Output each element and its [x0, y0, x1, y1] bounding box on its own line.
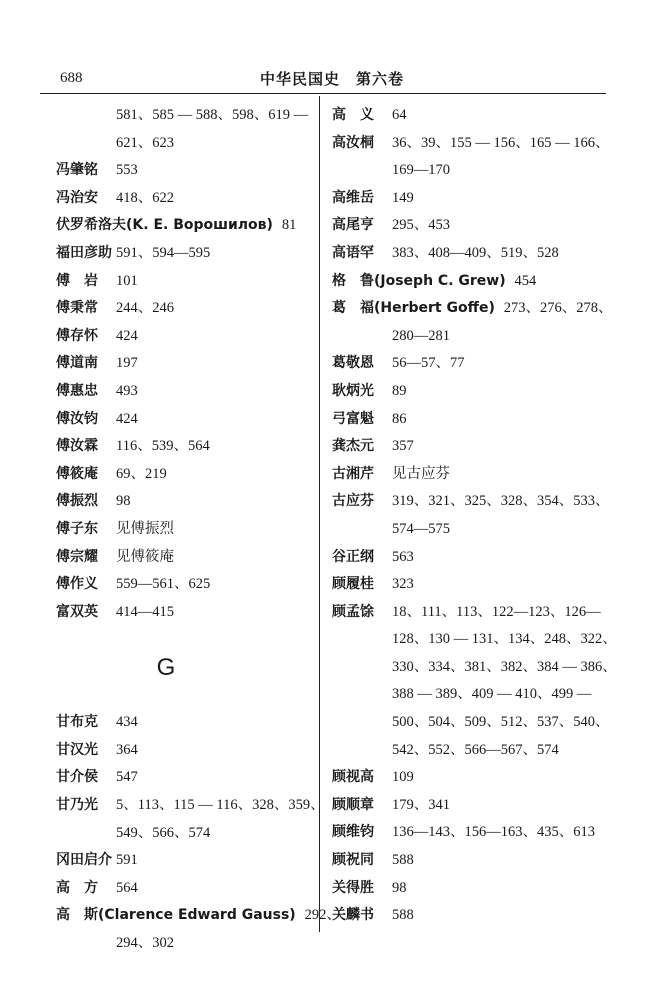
entry-pages: 295、453: [392, 217, 450, 234]
entry-name: 高汝桐: [332, 134, 374, 151]
index-entry-continuation: [332, 709, 610, 737]
entry-name: 关麟书: [332, 907, 374, 924]
entry-name: 古湘芹: [332, 465, 374, 482]
index-entry: [56, 378, 316, 406]
index-entry: [56, 323, 316, 351]
entry-pages: 109: [392, 769, 414, 786]
entry-pages: 588: [392, 907, 414, 924]
entry-name: 顾履桂: [332, 576, 374, 593]
entry-pages: 591、594—595: [116, 244, 211, 261]
entry-name: 冈田启介: [56, 852, 112, 869]
page-header: [40, 58, 605, 88]
entry-pages: 424: [116, 410, 138, 427]
index-entry: [56, 737, 316, 765]
entry-name: 傅道南: [56, 355, 98, 372]
entry-name: 傅作义: [56, 576, 98, 593]
entry-pages: 418、622: [116, 189, 174, 206]
index-entry: [332, 295, 613, 323]
entry-pages: 563: [392, 548, 414, 565]
index-entry: [56, 212, 316, 240]
index-entry: [56, 571, 316, 599]
entry-name: 顾顺章: [332, 796, 374, 813]
index-entry: [332, 212, 604, 240]
index-entry-continuation: [332, 737, 604, 765]
entry-pages: 64: [392, 107, 407, 123]
entry-name: 伏罗希洛夫(K. E. Ворошилов): [56, 217, 273, 234]
entry-name: 古应芬: [332, 493, 374, 510]
entry-name: 葛敬恩: [332, 355, 374, 372]
index-entry: [56, 157, 316, 185]
right-index-column: [332, 102, 617, 930]
index-entry: [56, 268, 316, 296]
index-entry: [56, 350, 316, 378]
entry-name: 傅 岩: [56, 272, 98, 289]
entry-name: 龚杰元: [332, 438, 374, 455]
entry-pages: 280—281: [392, 327, 450, 344]
entry-name: 高 方: [56, 879, 98, 896]
entry-pages: 56—57、77: [392, 355, 465, 372]
entry-pages: 319、321、325、328、354、533、: [392, 493, 610, 510]
entry-pages: 81: [281, 217, 297, 234]
entry-name: 傅汝钧: [56, 410, 98, 427]
entry-pages: 见古应芬: [392, 465, 450, 482]
entry-pages: 见傅筱庵: [116, 548, 174, 565]
entry-name: 顾视高: [332, 769, 374, 786]
index-entry: [56, 792, 325, 820]
entry-name: 顾维钧: [332, 824, 374, 841]
entry-pages: 364: [116, 741, 138, 758]
right-entries: [332, 102, 617, 930]
entry-name: 顾祝同: [332, 852, 374, 869]
entry-pages: 559—561、625: [116, 576, 211, 593]
entry-pages: 98: [116, 493, 131, 510]
index-entry: [332, 599, 604, 627]
entry-pages: 553: [116, 162, 138, 179]
entry-pages: 434: [116, 714, 138, 731]
entry-name: 顾孟馀: [332, 603, 374, 620]
index-entry: [332, 461, 604, 489]
entry-pages: 98: [392, 879, 407, 896]
entry-name: 高 义: [332, 107, 374, 123]
entry-pages: 169—170: [392, 162, 450, 179]
entry-name: 高语罕: [332, 244, 374, 261]
entry-pages: 149: [392, 189, 414, 206]
index-entry: [332, 488, 610, 516]
entry-name: 傅存怀: [56, 327, 98, 344]
entry-pages: 383、408—409、519、528: [392, 244, 559, 261]
index-entry-continuation: [332, 157, 604, 185]
index-entry-continuation: [56, 102, 316, 130]
entry-pages: 见傅振烈: [116, 520, 174, 537]
entry-name: 傅惠忠: [56, 382, 98, 399]
index-entry: [332, 378, 604, 406]
left-entries-f: [56, 102, 316, 626]
entry-pages: 588: [392, 852, 414, 869]
index-entry: [332, 130, 610, 158]
entry-pages: 86: [392, 410, 407, 427]
entry-name: 甘布克: [56, 714, 98, 731]
entry-name: 福田彦助: [56, 244, 112, 261]
entry-pages: 323: [392, 576, 414, 593]
index-entry: [56, 599, 316, 627]
entry-name: 甘乃光: [56, 797, 98, 814]
entry-pages: 36、39、155 — 156、165 — 166、: [392, 134, 610, 151]
index-entry: [56, 461, 316, 489]
index-entry: [56, 488, 316, 516]
entry-pages: 547: [116, 769, 138, 786]
entry-pages: 388 — 389、409 — 410、499 —: [392, 686, 592, 703]
index-entry: [332, 406, 604, 434]
entry-name: 甘介侯: [56, 769, 98, 786]
entry-name: 关得胜: [332, 879, 374, 896]
entry-pages: 454: [514, 272, 537, 289]
index-entry: [332, 240, 604, 268]
entry-name: 甘汉光: [56, 741, 98, 758]
index-entry: [332, 102, 604, 130]
entry-name: 高尾亨: [332, 217, 374, 234]
entry-pages: 116、539、564: [116, 438, 210, 455]
index-entry: [332, 792, 604, 820]
index-entry: [56, 544, 316, 572]
index-entry-continuation: [332, 626, 617, 654]
index-entry: [56, 516, 316, 544]
index-entry-continuation: [56, 820, 316, 848]
entry-pages: 128、130 — 131、134、248、322、: [392, 631, 617, 648]
entry-pages: 89: [392, 382, 407, 399]
entry-name: 傅筱庵: [56, 465, 98, 482]
entry-pages: 581、585 — 588、598、619 —: [116, 107, 309, 123]
entry-name: 弓富魁: [332, 410, 374, 427]
index-entry: [332, 544, 604, 572]
entry-name: 傅宗耀: [56, 548, 98, 565]
index-entry-continuation: [332, 681, 604, 709]
section-letter-g: G: [156, 654, 176, 682]
index-entry: [56, 847, 316, 875]
index-entry-continuation: [332, 654, 617, 682]
index-entry: [56, 185, 316, 213]
entry-pages: 18、111、113、122—123、126—: [392, 603, 601, 620]
index-entry: [332, 875, 604, 903]
entry-pages: 493: [116, 382, 138, 399]
entry-pages: 564: [116, 879, 138, 896]
entry-name: 富双英: [56, 603, 98, 620]
page-number: 688: [60, 70, 83, 86]
entry-pages: 136—143、156—163、435、613: [392, 824, 595, 841]
running-title: 中华民国史 第六卷: [260, 70, 405, 88]
entry-name: 冯治安: [56, 189, 98, 206]
index-entry: [56, 764, 316, 792]
entry-pages: 292、: [304, 907, 341, 924]
index-entry: [332, 847, 604, 875]
index-entry-continuation: [56, 130, 316, 158]
entry-name: 高维岳: [332, 189, 374, 206]
entry-pages: 273、276、278、: [503, 300, 613, 317]
index-entry: [332, 268, 604, 296]
entry-pages: 542、552、566—567、574: [392, 741, 559, 758]
entry-pages: 424: [116, 327, 138, 344]
index-entry: [56, 875, 316, 903]
left-index-column: [56, 102, 341, 958]
entry-name: 耿炳光: [332, 382, 374, 399]
entry-pages: 621、623: [116, 134, 174, 151]
index-entry: [56, 406, 316, 434]
entry-name: 傅秉常: [56, 300, 98, 317]
entry-pages: 244、246: [116, 300, 174, 317]
index-entry: [332, 819, 604, 847]
entry-name: 傅振烈: [56, 493, 98, 510]
entry-pages: 500、504、509、512、537、540、: [392, 714, 610, 731]
entry-pages: 549、566、574: [116, 824, 211, 841]
header-rule: [40, 93, 606, 94]
entry-pages: 414—415: [116, 603, 174, 620]
index-entry: [56, 902, 341, 930]
index-entry: [332, 350, 604, 378]
entry-name: 高 斯(Clarence Edward Gauss): [56, 907, 296, 924]
entry-pages: 101: [116, 272, 138, 289]
entry-name: 谷正纲: [332, 548, 374, 565]
index-entry: [332, 185, 604, 213]
index-entry: [56, 295, 316, 323]
entry-name: 格 鲁(Joseph C. Grew): [332, 272, 506, 289]
entry-pages: 574—575: [392, 520, 450, 537]
index-entry-continuation: [332, 323, 604, 351]
index-entry: [332, 902, 604, 930]
entry-pages: 591: [116, 852, 138, 869]
entry-pages: 197: [116, 355, 138, 372]
entry-name: 葛 福(Herbert Goffe): [332, 300, 495, 317]
entry-pages: 357: [392, 438, 414, 455]
index-entry: [332, 433, 604, 461]
entry-name: 冯肇铭: [56, 162, 98, 179]
entry-pages: 5、113、115 — 116、328、359、: [116, 797, 325, 814]
entry-pages: 179、341: [392, 796, 450, 813]
entry-name: 傅汝霖: [56, 438, 98, 455]
index-entry: [332, 571, 604, 599]
index-entry: [332, 764, 604, 792]
index-entry-continuation: [332, 516, 604, 544]
entry-name: 傅子东: [56, 520, 98, 537]
index-entry-continuation: [56, 930, 316, 958]
left-entries-g: [56, 709, 341, 957]
entry-pages: 330、334、381、382、384 — 386、: [392, 658, 617, 675]
index-entry: [56, 240, 316, 268]
entry-pages: 294、302: [116, 935, 174, 952]
index-entry: [56, 433, 316, 461]
index-entry: [56, 709, 316, 737]
entry-pages: 69、219: [116, 465, 167, 482]
